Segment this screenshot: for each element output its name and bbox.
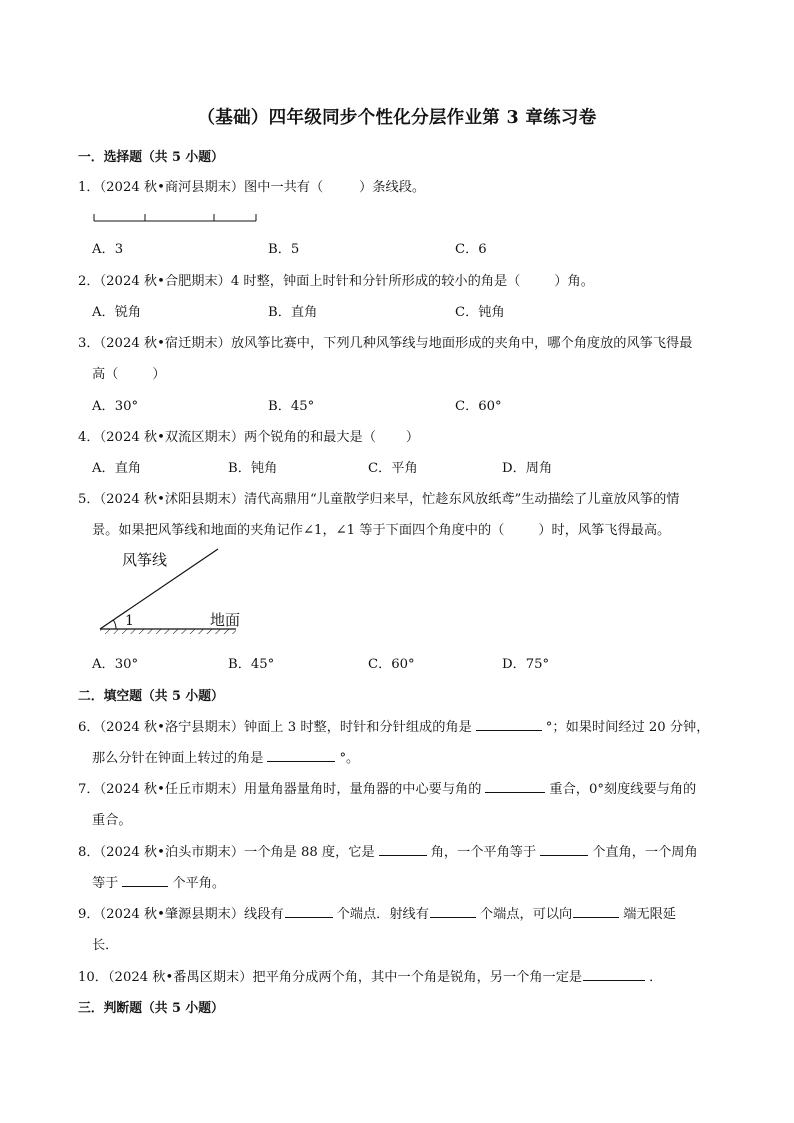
question-6-text-4: °。 bbox=[339, 751, 360, 766]
question-6-line-2 bbox=[92, 747, 359, 766]
question-3-stem-start: 高（ bbox=[92, 367, 119, 382]
question-3-stem-line-1: 3．（2024 秋•宿迁期末）放风筝比赛中，下列几种风筝线与地面形成的夹角中，哪个角度放的风筝飞得最 bbox=[78, 336, 693, 351]
question-3-option-b: B．45° bbox=[268, 399, 315, 414]
angle-1-label: 1 bbox=[125, 613, 134, 629]
question-4-option-b: B．钝角 bbox=[228, 461, 278, 476]
ground-label: 地面 bbox=[210, 611, 241, 629]
question-5-stem-line-1: 5．（2024 秋•沭阳县期末）清代高鼎用“儿童散学归来早，忙趁东风放纸鸢”生动描绘了儿童放风筝的情 bbox=[78, 492, 680, 507]
question-1-option-c: C．6 bbox=[455, 242, 487, 257]
question-1-stem bbox=[78, 176, 425, 195]
question-4-stem-start: 4．（2024 秋•双流区期末）两个锐角的和最大是（ bbox=[78, 430, 376, 445]
question-8-text-3: 个直角，一个周角 bbox=[592, 845, 698, 860]
question-9-text-2: 个端点．射线有 bbox=[336, 907, 429, 922]
question-8-line-1 bbox=[78, 841, 698, 860]
question-2-stem bbox=[78, 270, 594, 289]
question-9-line-2: 长． bbox=[92, 938, 119, 953]
question-5-stem-end: ）时，风筝飞得最高。 bbox=[538, 523, 671, 538]
question-1-line-segment-figure bbox=[92, 210, 262, 224]
question-7-text-1: 7．（2024 秋•任丘市期末）用量角器量角时，量角器的中心要与角的 bbox=[78, 782, 482, 797]
question-2-option-c: C．钝角 bbox=[455, 305, 505, 320]
question-5-option-b: B．45° bbox=[228, 657, 275, 672]
question-6-text-3: 那么分针在钟面上转过的角是 bbox=[92, 751, 264, 766]
question-8-blank-1[interactable] bbox=[379, 843, 427, 856]
question-3-option-c: C．60° bbox=[455, 399, 502, 414]
question-8-text-5: 个平角。 bbox=[172, 876, 226, 891]
question-8-text-1: 8．（2024 秋•泊头市期末）一个角是 88 度，它是 bbox=[78, 845, 375, 860]
question-2-stem-end: ）角。 bbox=[554, 274, 594, 289]
section-heading-fill-in: 二．填空题（共 5 小题） bbox=[78, 689, 224, 704]
question-9-line-1 bbox=[78, 903, 676, 922]
question-3-stem-line-2 bbox=[92, 363, 166, 382]
question-9-text-4: 端无限延 bbox=[623, 907, 676, 922]
question-5-option-a: A．30° bbox=[92, 657, 139, 672]
question-1-stem-start: 1．（2024 秋•商河县期末）图中一共有（ bbox=[78, 180, 324, 195]
question-9-blank-1[interactable] bbox=[285, 905, 333, 918]
question-1-stem-end: ）条线段。 bbox=[359, 180, 426, 195]
question-9-text-1: 9．（2024 秋•肇源县期末）线段有 bbox=[78, 907, 284, 922]
question-1-option-a: A．3 bbox=[92, 242, 124, 257]
question-7-text-2: 重合，0°刻度线要与角的 bbox=[549, 782, 697, 797]
question-6-text-2: °；如果时间经过 20 分钟， bbox=[545, 720, 710, 735]
question-8-blank-3[interactable] bbox=[122, 874, 168, 887]
question-1-option-b: B．5 bbox=[268, 242, 300, 257]
question-2-option-b: B．直角 bbox=[268, 305, 318, 320]
angle-1-arc bbox=[113, 620, 116, 629]
question-9-blank-3[interactable] bbox=[573, 905, 619, 918]
kite-line-label: 风筝线 bbox=[122, 551, 168, 569]
question-4-option-c: C．平角 bbox=[368, 461, 418, 476]
section-heading-judgment: 三．判断题（共 5 小题） bbox=[78, 1001, 224, 1016]
question-10-text-2: ． bbox=[649, 970, 663, 985]
question-10-blank-1[interactable] bbox=[583, 968, 645, 981]
question-8-text-2: 角，一个平角等于 bbox=[430, 845, 537, 860]
question-6-blank-1[interactable] bbox=[476, 718, 542, 731]
question-2-option-a: A．锐角 bbox=[92, 305, 142, 320]
ground-hatching bbox=[100, 629, 236, 634]
question-10-line-1 bbox=[78, 966, 662, 985]
question-4-stem bbox=[78, 426, 419, 445]
question-7-line-1 bbox=[78, 778, 696, 797]
question-10-text-1: 10．（2024 秋•番禺区期末）把平角分成两个角，其中一个角是锐角，另一个角一定是 bbox=[78, 970, 583, 985]
question-6-blank-2[interactable] bbox=[267, 749, 335, 762]
question-4-option-d: D．周角 bbox=[502, 461, 553, 476]
question-6-text-1: 6．（2024 秋•洛宁县期末）钟面上 3 时整，时针和分针组成的角是 bbox=[78, 720, 472, 735]
kite-angle-figure bbox=[92, 545, 262, 640]
question-4-stem-end: ） bbox=[405, 430, 420, 445]
question-8-text-4: 等于 bbox=[92, 876, 119, 891]
question-5-option-d: D．75° bbox=[502, 657, 550, 672]
question-5-stem-line-2 bbox=[92, 519, 670, 538]
section-heading-choice: 一．选择题（共 5 小题） bbox=[78, 150, 224, 165]
question-2-stem-start: 2．（2024 秋•合肥期末）4 时整，钟面上时针和分针所形成的较小的角是（ bbox=[78, 274, 521, 289]
question-6-line-1 bbox=[78, 716, 709, 735]
question-9-text-3: 个端点，可以向 bbox=[479, 907, 573, 922]
question-7-blank-1[interactable] bbox=[485, 780, 545, 793]
question-3-stem-end: ） bbox=[152, 367, 166, 382]
question-8-blank-2[interactable] bbox=[540, 843, 588, 856]
question-7-line-2: 重合。 bbox=[92, 813, 132, 828]
page-title: （基础）四年级同步个性化分层作业第 3 章练习卷 bbox=[197, 108, 597, 128]
question-3-option-a: A．30° bbox=[92, 399, 139, 414]
question-8-line-2 bbox=[92, 872, 225, 891]
question-9-blank-2[interactable] bbox=[430, 905, 476, 918]
question-5-stem-start: 景。如果把风筝线和地面的夹角记作∠1，∠1 等于下面四个角度中的（ bbox=[92, 523, 505, 538]
question-5-option-c: C．60° bbox=[368, 657, 415, 672]
question-4-option-a: A．直角 bbox=[92, 461, 142, 476]
